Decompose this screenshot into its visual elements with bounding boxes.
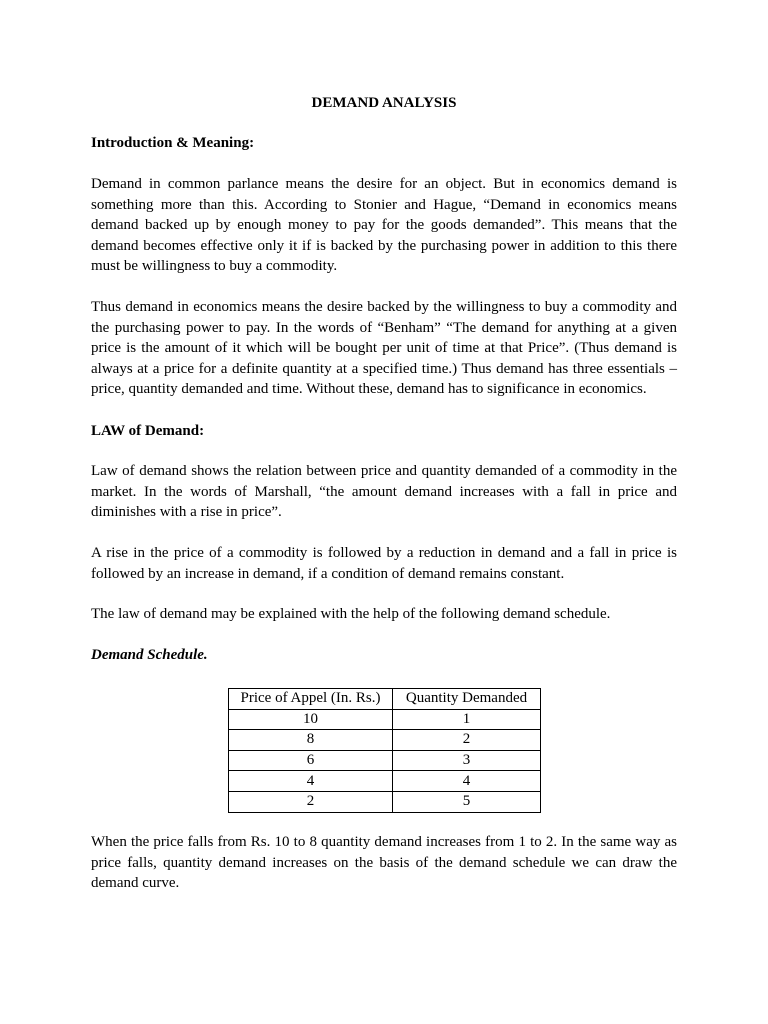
table-header-quantity: Quantity Demanded <box>393 689 541 710</box>
table-cell-quantity: 5 <box>393 791 541 812</box>
law-paragraph-3: The law of demand may be explained with the help of the following demand schedule. <box>91 606 611 622</box>
table-row <box>229 750 541 771</box>
law-paragraph-2: A rise in the price of a commodity is followed by a reduction in demand and a fall in price is followed by an increase in demand, if a condition of demand remains constant. <box>91 545 677 582</box>
table-cell-quantity: 1 <box>393 709 541 730</box>
table-cell-quantity: 2 <box>393 730 541 751</box>
table-cell-price: 2 <box>229 791 393 812</box>
table-cell-price: 8 <box>229 730 393 751</box>
schedule-heading: Demand Schedule. <box>91 647 208 663</box>
table-cell-price: 6 <box>229 750 393 771</box>
table-row <box>229 791 541 812</box>
table-cell-quantity: 4 <box>393 771 541 792</box>
demand-schedule-table <box>228 688 541 813</box>
table-row <box>229 771 541 792</box>
table-row <box>229 730 541 751</box>
law-paragraph-1: Law of demand shows the relation between price and quantity demanded of a commodity in the market. In the words of Marshall, “the amount demand increases with a fall in price and diminishes with a rise in price”. <box>91 463 677 520</box>
table-cell-price: 10 <box>229 709 393 730</box>
intro-heading: Introduction & Meaning: <box>91 135 255 151</box>
page-title: DEMAND ANALYSIS <box>311 95 457 111</box>
closing-paragraph: When the price falls from Rs. 10 to 8 quantity demand increases from 1 to 2. In the same way as price falls, quantity demand increases on the basis of the demand schedule we can draw the demand curve. <box>91 834 677 891</box>
table-header-row <box>229 689 541 710</box>
table-header-price: Price of Appel (In. Rs.) <box>229 689 393 710</box>
table-cell-price: 4 <box>229 771 393 792</box>
table-row <box>229 709 541 730</box>
table-cell-quantity: 3 <box>393 750 541 771</box>
intro-paragraph-1: Demand in common parlance means the desire for an object. But in economics demand is something more than this. According to Stonier and Hague, “Demand in economics means demand backed up by enough money to pay for the goods demanded”. This means that the demand becomes effective only it if is backed by the purchasing power in addition to this there must be willingness to buy a commodity. <box>91 176 677 274</box>
law-heading: LAW of Demand: <box>91 423 205 439</box>
intro-paragraph-2: Thus demand in economics means the desire backed by the willingness to buy a commodity and the purchasing power to pay. In the words of “Benham” “The demand for anything at a given price is the amount of it which will be bought per unit of time at that Price”. (Thus demand is always at a price for a definite quantity at a specified time.) Thus demand has three essentials – price, quantity demanded and time. Without these, demand has to significance in economics. <box>91 299 677 397</box>
